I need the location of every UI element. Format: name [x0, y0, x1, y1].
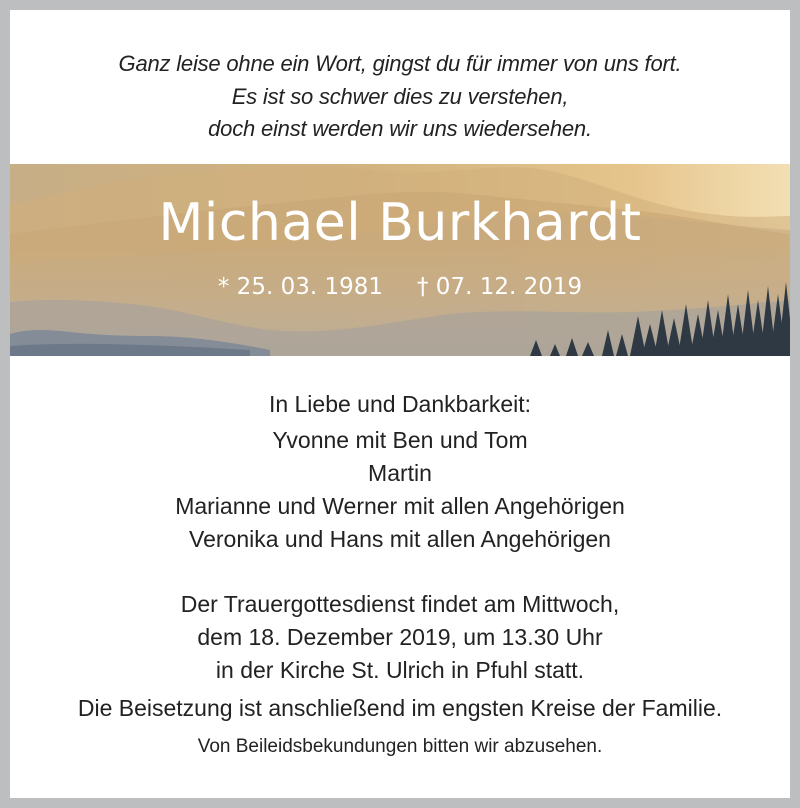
condolence-note: Von Beileidsbekundungen bitten wir abzusehen.	[197, 736, 603, 757]
life-dates	[10, 272, 790, 302]
poem-line: Es ist so schwer dies zu verstehen,	[231, 83, 569, 109]
mourner: Marianne und Werner mit allen Angehörigen	[175, 493, 625, 519]
mountain-banner	[10, 164, 790, 356]
obituary-card	[10, 10, 790, 798]
poem	[10, 48, 790, 146]
death-date: † 07. 12. 2019	[417, 274, 583, 300]
service-line: dem 18. Dezember 2019, um 13.30 Uhr	[197, 624, 603, 650]
mourner: Yvonne mit Ben und Tom	[272, 427, 528, 453]
poem-line: doch einst werden wir uns wiedersehen.	[208, 116, 592, 141]
mourners-list	[10, 424, 790, 556]
service-line: Der Trauergottesdienst findet am Mittwoch,	[180, 591, 620, 617]
birth-date: * 25. 03. 1981	[217, 274, 383, 300]
mourner: Veronika und Hans mit allen Angehörigen	[189, 526, 611, 552]
poem-line: Ganz leise ohne ein Wort, gingst du für immer von uns fort.	[118, 51, 682, 76]
deceased-name: Michael Burkhardt	[158, 193, 642, 253]
service-line: in der Kirche St. Ulrich in Pfuhl statt.	[215, 657, 585, 683]
service-info	[10, 588, 790, 687]
burial-info: Die Beisetzung ist anschließend im engsten Kreise der Familie.	[77, 695, 723, 721]
mourner: Martin	[368, 460, 432, 486]
thanks-heading: In Liebe und Dankbarkeit:	[268, 391, 532, 417]
